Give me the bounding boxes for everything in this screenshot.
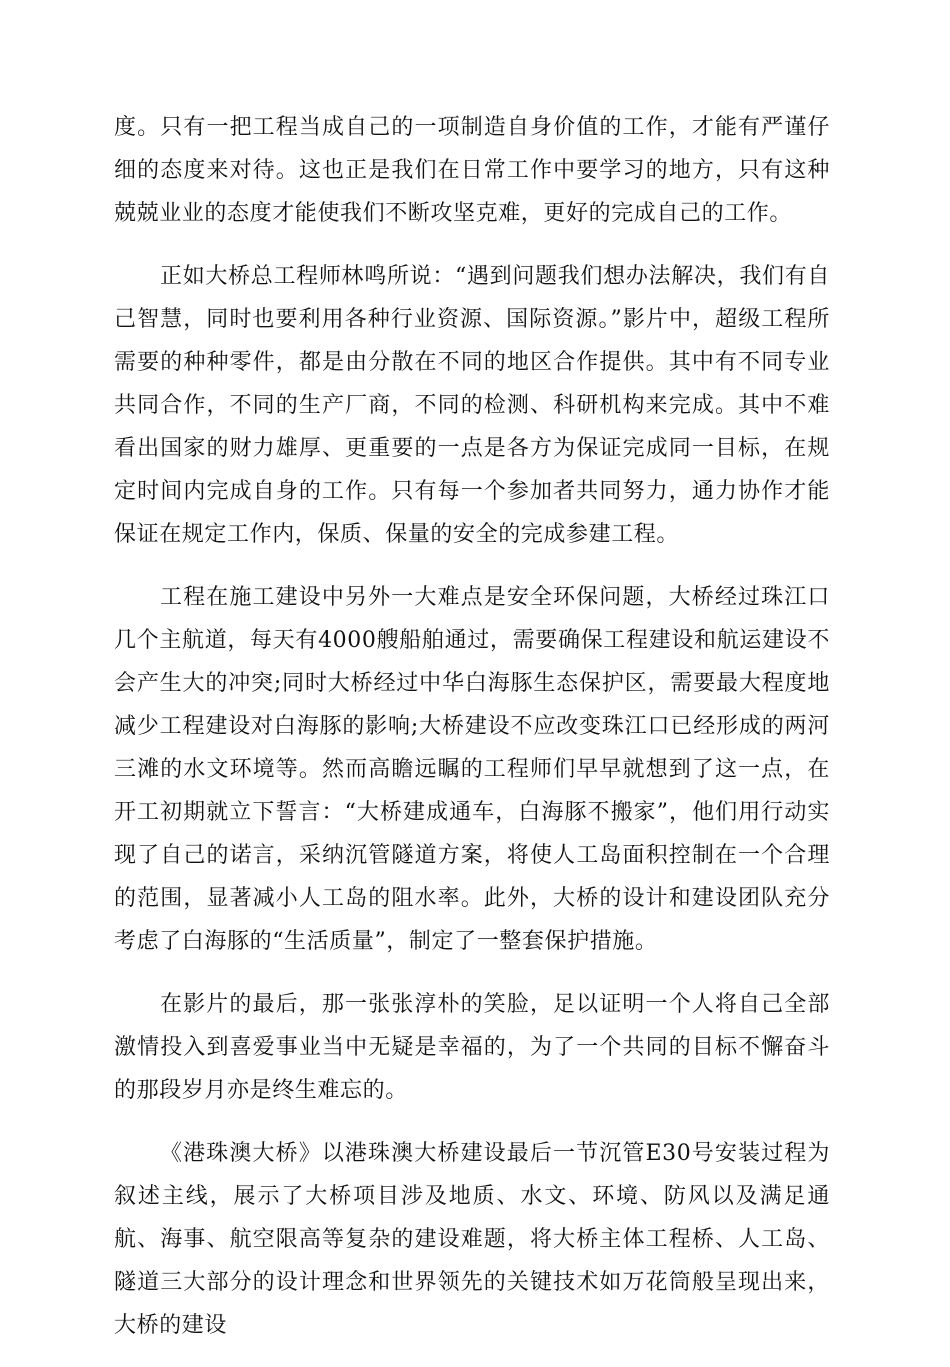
paragraph-2: 正如大桥总工程师林鸣所说：“遇到问题我们想办法解决，我们有自己智慧，同时也要利用各种行业资源、国际资源。”影片中，超级工程所需要的种种零件，都是由分散在不同的地区合作提供。其中有不同专业共同合作，不同的生产厂商，不同的检测、科研机构来完成。其中不难看出国家的财力雄厚、更重要的一点是各方为保证完成同一目标，在规定时间内完成自身的工作。只有每一个参加者共同努力，通力协作才能保证在规定工作内，保质、保量的安全的完成参建工程。 [114,264,830,547]
paragraph-5: 《港珠澳大桥》以港珠澳大桥建设最后一节沉管E30号安装过程为叙述主线，展示了大桥项目涉及地质、水文、环境、防风以及满足通航、海事、航空限高等复杂的建设难题，将大桥主体工程桥、人工岛、隧道三大部分的设计理念和世界领先的关键技术如万花筒般呈现出来，大桥的建设 [114,1141,830,1338]
document-body [114,106,830,1367]
paragraph-4: 在影片的最后，那一张张淳朴的笑脸，足以证明一个人将自己全部激情投入到喜爱事业当中无疑是幸福的，为了一个共同的目标不懈奋斗的那段岁月亦是终生难忘的。 [114,992,830,1103]
paragraph-3: 工程在施工建设中另外一大难点是安全环保问题，大桥经过珠江口几个主航道，每天有4000艘船舶通过，需要确保工程建设和航运建设不会产生大的冲突;同时大桥经过中华白海豚生态保护区，需要最大程度地减少工程建设对白海豚的影响;大桥建设不应改变珠江口已经形成的两河三滩的水文环境等。然而高瞻远瞩的工程师们早早就想到了这一点，在开工初期就立下誓言：“大桥建成通车，白海豚不搬家”，他们用行动实现了自己的诺言，采纳沉管隧道方案，将使人工岛面积控制在一个合理的范围，显著减小人工岛的阻水率。此外，大桥的设计和建设团队充分考虑了白海豚的“生活质量”，制定了一整套保护措施。 [114,585,830,954]
paragraph-1: 度。只有一把工程当成自己的一项制造自身价值的工作，才能有严谨仔细的态度来对待。这也正是我们在日常工作中要学习的地方，只有这种兢兢业业的态度才能使我们不断攻坚克难，更好的完成自己的工作。 [114,115,830,226]
